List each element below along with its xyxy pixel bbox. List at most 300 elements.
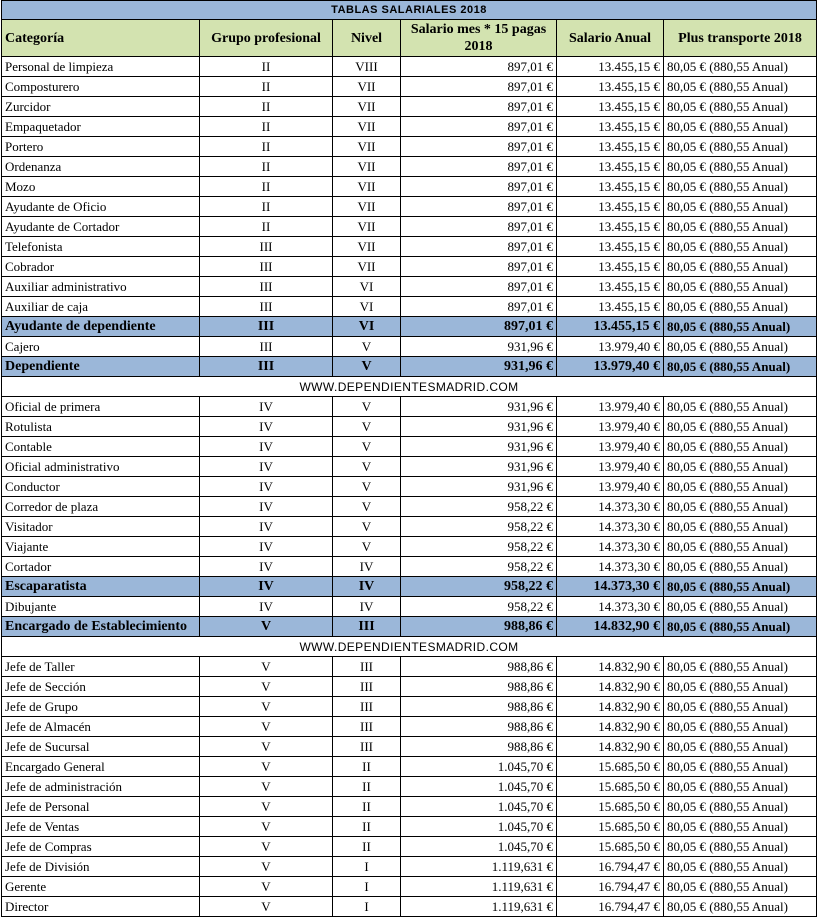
cell-plus-transporte: 80,05 € (880,55 Anual)	[664, 537, 817, 557]
cell-categoria: Composturero	[2, 77, 200, 97]
cell-salario-anual: 13.455,15 €	[557, 297, 664, 317]
cell-salario-anual: 13.455,15 €	[557, 137, 664, 157]
cell-plus-transporte: 80,05 € (880,55 Anual)	[664, 157, 817, 177]
table-row	[2, 257, 817, 277]
table-body	[2, 57, 817, 917]
cell-grupo: IV	[200, 417, 333, 437]
cell-grupo: II	[200, 157, 333, 177]
cell-nivel: II	[333, 817, 401, 837]
cell-plus-transporte: 80,05 € (880,55 Anual)	[664, 277, 817, 297]
header-categoria: Categoría	[2, 20, 200, 57]
cell-categoria: Dependiente	[2, 357, 200, 377]
table-row	[2, 537, 817, 557]
cell-grupo: III	[200, 257, 333, 277]
cell-plus-transporte: 80,05 € (880,55 Anual)	[664, 857, 817, 877]
cell-salario-mes: 958,22 €	[401, 577, 557, 597]
cell-grupo: V	[200, 737, 333, 757]
cell-nivel: VII	[333, 77, 401, 97]
cell-grupo: V	[200, 877, 333, 897]
cell-salario-mes: 988,86 €	[401, 697, 557, 717]
cell-salario-anual: 15.685,50 €	[557, 817, 664, 837]
table-row-highlighted	[2, 617, 817, 637]
header-plus-transporte: Plus transporte 2018	[664, 20, 817, 57]
cell-grupo: V	[200, 657, 333, 677]
cell-nivel: I	[333, 897, 401, 917]
cell-grupo: III	[200, 337, 333, 357]
cell-categoria: Ordenanza	[2, 157, 200, 177]
cell-categoria: Ayudante de Cortador	[2, 217, 200, 237]
title-row	[2, 1, 817, 20]
separator-row	[2, 637, 817, 657]
cell-grupo: V	[200, 837, 333, 857]
table-title: TABLAS SALARIALES 2018	[2, 1, 817, 20]
table-row	[2, 677, 817, 697]
cell-grupo: III	[200, 317, 333, 337]
cell-nivel: III	[333, 737, 401, 757]
cell-salario-mes: 931,96 €	[401, 337, 557, 357]
cell-plus-transporte: 80,05 € (880,55 Anual)	[664, 577, 817, 597]
table-row	[2, 757, 817, 777]
cell-salario-anual: 13.455,15 €	[557, 317, 664, 337]
cell-salario-mes: 988,86 €	[401, 657, 557, 677]
cell-salario-anual: 13.979,40 €	[557, 437, 664, 457]
cell-plus-transporte: 80,05 € (880,55 Anual)	[664, 657, 817, 677]
website-separator: WWW.DEPENDIENTESMADRID.COM	[2, 637, 817, 657]
table-row-highlighted	[2, 357, 817, 377]
cell-salario-anual: 13.455,15 €	[557, 157, 664, 177]
table-row	[2, 237, 817, 257]
table-row	[2, 517, 817, 537]
cell-plus-transporte: 80,05 € (880,55 Anual)	[664, 337, 817, 357]
cell-grupo: IV	[200, 477, 333, 497]
cell-salario-anual: 14.373,30 €	[557, 497, 664, 517]
cell-categoria: Jefe de División	[2, 857, 200, 877]
cell-grupo: III	[200, 237, 333, 257]
table-row	[2, 117, 817, 137]
cell-categoria: Cortador	[2, 557, 200, 577]
cell-grupo: II	[200, 77, 333, 97]
cell-grupo: V	[200, 897, 333, 917]
table-row	[2, 177, 817, 197]
cell-nivel: III	[333, 717, 401, 737]
cell-salario-anual: 13.455,15 €	[557, 197, 664, 217]
cell-salario-anual: 13.455,15 €	[557, 117, 664, 137]
cell-salario-mes: 988,86 €	[401, 677, 557, 697]
cell-salario-anual: 14.832,90 €	[557, 717, 664, 737]
cell-salario-anual: 13.455,15 €	[557, 257, 664, 277]
cell-salario-mes: 897,01 €	[401, 57, 557, 77]
cell-nivel: II	[333, 757, 401, 777]
cell-grupo: V	[200, 757, 333, 777]
cell-grupo: IV	[200, 517, 333, 537]
table-row	[2, 97, 817, 117]
cell-salario-anual: 14.832,90 €	[557, 697, 664, 717]
cell-grupo: V	[200, 817, 333, 837]
table-row	[2, 337, 817, 357]
cell-grupo: II	[200, 57, 333, 77]
table-row	[2, 217, 817, 237]
cell-plus-transporte: 80,05 € (880,55 Anual)	[664, 237, 817, 257]
cell-categoria: Jefe de Ventas	[2, 817, 200, 837]
table-row	[2, 657, 817, 677]
cell-categoria: Auxiliar administrativo	[2, 277, 200, 297]
cell-plus-transporte: 80,05 € (880,55 Anual)	[664, 597, 817, 617]
header-nivel: Nivel	[333, 20, 401, 57]
header-salario-mes: Salario mes * 15 pagas 2018	[401, 20, 557, 57]
cell-salario-anual: 14.373,30 €	[557, 537, 664, 557]
cell-salario-mes: 897,01 €	[401, 197, 557, 217]
cell-nivel: VII	[333, 157, 401, 177]
cell-grupo: IV	[200, 597, 333, 617]
cell-categoria: Escaparatista	[2, 577, 200, 597]
cell-nivel: III	[333, 657, 401, 677]
cell-nivel: VI	[333, 277, 401, 297]
cell-categoria: Rotulista	[2, 417, 200, 437]
cell-grupo: IV	[200, 437, 333, 457]
table-row	[2, 77, 817, 97]
cell-salario-mes: 988,86 €	[401, 617, 557, 637]
cell-salario-mes: 958,22 €	[401, 537, 557, 557]
cell-salario-mes: 931,96 €	[401, 417, 557, 437]
header-salario-anual: Salario Anual	[557, 20, 664, 57]
cell-plus-transporte: 80,05 € (880,55 Anual)	[664, 317, 817, 337]
cell-salario-anual: 13.979,40 €	[557, 357, 664, 377]
cell-salario-anual: 15.685,50 €	[557, 837, 664, 857]
cell-categoria: Jefe de Taller	[2, 657, 200, 677]
cell-salario-mes: 958,22 €	[401, 497, 557, 517]
cell-grupo: V	[200, 677, 333, 697]
cell-salario-anual: 13.455,15 €	[557, 217, 664, 237]
cell-plus-transporte: 80,05 € (880,55 Anual)	[664, 557, 817, 577]
cell-grupo: IV	[200, 497, 333, 517]
cell-plus-transporte: 80,05 € (880,55 Anual)	[664, 697, 817, 717]
cell-categoria: Corredor de plaza	[2, 497, 200, 517]
cell-plus-transporte: 80,05 € (880,55 Anual)	[664, 517, 817, 537]
cell-salario-anual: 13.455,15 €	[557, 57, 664, 77]
cell-nivel: VII	[333, 217, 401, 237]
table-row	[2, 737, 817, 757]
cell-categoria: Encargado de Establecimiento	[2, 617, 200, 637]
cell-plus-transporte: 80,05 € (880,55 Anual)	[664, 257, 817, 277]
cell-nivel: VII	[333, 137, 401, 157]
cell-salario-anual: 13.455,15 €	[557, 237, 664, 257]
cell-plus-transporte: 80,05 € (880,55 Anual)	[664, 437, 817, 457]
cell-nivel: V	[333, 497, 401, 517]
cell-plus-transporte: 80,05 € (880,55 Anual)	[664, 137, 817, 157]
cell-nivel: I	[333, 857, 401, 877]
cell-nivel: IV	[333, 597, 401, 617]
cell-categoria: Jefe de Sucursal	[2, 737, 200, 757]
cell-grupo: II	[200, 177, 333, 197]
cell-categoria: Zurcidor	[2, 97, 200, 117]
cell-salario-mes: 897,01 €	[401, 97, 557, 117]
cell-nivel: V	[333, 477, 401, 497]
table-row	[2, 457, 817, 477]
cell-grupo: IV	[200, 397, 333, 417]
cell-salario-anual: 16.794,47 €	[557, 877, 664, 897]
cell-salario-mes: 958,22 €	[401, 597, 557, 617]
cell-salario-mes: 931,96 €	[401, 477, 557, 497]
cell-nivel: V	[333, 437, 401, 457]
cell-plus-transporte: 80,05 € (880,55 Anual)	[664, 717, 817, 737]
cell-grupo: IV	[200, 577, 333, 597]
cell-plus-transporte: 80,05 € (880,55 Anual)	[664, 197, 817, 217]
cell-grupo: II	[200, 197, 333, 217]
cell-grupo: III	[200, 277, 333, 297]
cell-salario-mes: 1.045,70 €	[401, 797, 557, 817]
cell-grupo: IV	[200, 537, 333, 557]
cell-categoria: Viajante	[2, 537, 200, 557]
website-separator: WWW.DEPENDIENTESMADRID.COM	[2, 377, 817, 397]
cell-salario-mes: 897,01 €	[401, 157, 557, 177]
cell-grupo: II	[200, 137, 333, 157]
table-row	[2, 417, 817, 437]
cell-nivel: III	[333, 677, 401, 697]
cell-salario-anual: 13.455,15 €	[557, 77, 664, 97]
cell-salario-mes: 931,96 €	[401, 437, 557, 457]
table-row	[2, 837, 817, 857]
cell-grupo: V	[200, 857, 333, 877]
table-row	[2, 897, 817, 917]
cell-nivel: V	[333, 517, 401, 537]
cell-salario-anual: 14.832,90 €	[557, 617, 664, 637]
cell-categoria: Ayudante de Oficio	[2, 197, 200, 217]
table-row-highlighted	[2, 317, 817, 337]
cell-salario-anual: 16.794,47 €	[557, 857, 664, 877]
cell-salario-anual: 14.832,90 €	[557, 677, 664, 697]
cell-nivel: VII	[333, 97, 401, 117]
cell-salario-mes: 897,01 €	[401, 137, 557, 157]
table-row	[2, 277, 817, 297]
cell-nivel: VIII	[333, 57, 401, 77]
table-row	[2, 197, 817, 217]
cell-nivel: VII	[333, 257, 401, 277]
cell-salario-mes: 1.119,631 €	[401, 857, 557, 877]
cell-plus-transporte: 80,05 € (880,55 Anual)	[664, 77, 817, 97]
cell-salario-anual: 13.979,40 €	[557, 477, 664, 497]
table-row	[2, 437, 817, 457]
table-row	[2, 57, 817, 77]
table-row	[2, 597, 817, 617]
cell-nivel: V	[333, 357, 401, 377]
table-row	[2, 137, 817, 157]
table-row	[2, 717, 817, 737]
cell-plus-transporte: 80,05 € (880,55 Anual)	[664, 477, 817, 497]
table-row	[2, 297, 817, 317]
cell-salario-anual: 13.455,15 €	[557, 97, 664, 117]
cell-plus-transporte: 80,05 € (880,55 Anual)	[664, 877, 817, 897]
cell-plus-transporte: 80,05 € (880,55 Anual)	[664, 417, 817, 437]
cell-salario-mes: 931,96 €	[401, 357, 557, 377]
cell-plus-transporte: 80,05 € (880,55 Anual)	[664, 837, 817, 857]
cell-categoria: Encargado General	[2, 757, 200, 777]
cell-salario-anual: 13.979,40 €	[557, 337, 664, 357]
cell-grupo: V	[200, 617, 333, 637]
cell-salario-mes: 1.045,70 €	[401, 777, 557, 797]
cell-nivel: III	[333, 697, 401, 717]
cell-categoria: Cobrador	[2, 257, 200, 277]
cell-nivel: V	[333, 457, 401, 477]
salary-table	[1, 0, 817, 917]
cell-grupo: II	[200, 217, 333, 237]
cell-grupo: IV	[200, 457, 333, 477]
cell-salario-anual: 16.794,47 €	[557, 897, 664, 917]
cell-salario-mes: 897,01 €	[401, 277, 557, 297]
cell-salario-anual: 13.455,15 €	[557, 277, 664, 297]
cell-categoria: Empaquetador	[2, 117, 200, 137]
table-row	[2, 777, 817, 797]
cell-categoria: Jefe de Sección	[2, 677, 200, 697]
cell-salario-anual: 13.455,15 €	[557, 177, 664, 197]
cell-salario-mes: 958,22 €	[401, 557, 557, 577]
cell-plus-transporte: 80,05 € (880,55 Anual)	[664, 97, 817, 117]
cell-salario-mes: 897,01 €	[401, 217, 557, 237]
cell-categoria: Jefe de administración	[2, 777, 200, 797]
separator-row	[2, 377, 817, 397]
cell-categoria: Telefonista	[2, 237, 200, 257]
cell-salario-mes: 988,86 €	[401, 717, 557, 737]
cell-salario-mes: 1.119,631 €	[401, 897, 557, 917]
cell-plus-transporte: 80,05 € (880,55 Anual)	[664, 177, 817, 197]
cell-nivel: VII	[333, 177, 401, 197]
cell-salario-mes: 931,96 €	[401, 457, 557, 477]
cell-categoria: Auxiliar de caja	[2, 297, 200, 317]
header-grupo-profesional: Grupo profesional	[200, 20, 333, 57]
cell-nivel: V	[333, 337, 401, 357]
cell-plus-transporte: 80,05 € (880,55 Anual)	[664, 797, 817, 817]
cell-salario-mes: 897,01 €	[401, 237, 557, 257]
cell-salario-anual: 14.373,30 €	[557, 597, 664, 617]
cell-plus-transporte: 80,05 € (880,55 Anual)	[664, 817, 817, 837]
cell-plus-transporte: 80,05 € (880,55 Anual)	[664, 677, 817, 697]
cell-categoria: Portero	[2, 137, 200, 157]
cell-salario-mes: 897,01 €	[401, 257, 557, 277]
cell-grupo: V	[200, 697, 333, 717]
cell-grupo: III	[200, 297, 333, 317]
cell-plus-transporte: 80,05 € (880,55 Anual)	[664, 457, 817, 477]
cell-salario-anual: 15.685,50 €	[557, 797, 664, 817]
cell-categoria: Visitador	[2, 517, 200, 537]
cell-nivel: I	[333, 877, 401, 897]
cell-plus-transporte: 80,05 € (880,55 Anual)	[664, 617, 817, 637]
table-row	[2, 397, 817, 417]
cell-categoria: Mozo	[2, 177, 200, 197]
cell-grupo: IV	[200, 557, 333, 577]
cell-nivel: III	[333, 617, 401, 637]
cell-salario-anual: 15.685,50 €	[557, 757, 664, 777]
cell-plus-transporte: 80,05 € (880,55 Anual)	[664, 357, 817, 377]
table-row	[2, 797, 817, 817]
cell-salario-mes: 988,86 €	[401, 737, 557, 757]
cell-categoria: Conductor	[2, 477, 200, 497]
cell-salario-mes: 897,01 €	[401, 297, 557, 317]
cell-salario-anual: 13.979,40 €	[557, 417, 664, 437]
table-row	[2, 557, 817, 577]
cell-salario-mes: 897,01 €	[401, 177, 557, 197]
cell-categoria: Jefe de Grupo	[2, 697, 200, 717]
cell-plus-transporte: 80,05 € (880,55 Anual)	[664, 737, 817, 757]
table-row	[2, 497, 817, 517]
cell-plus-transporte: 80,05 € (880,55 Anual)	[664, 777, 817, 797]
cell-plus-transporte: 80,05 € (880,55 Anual)	[664, 57, 817, 77]
cell-salario-anual: 14.373,30 €	[557, 577, 664, 597]
cell-plus-transporte: 80,05 € (880,55 Anual)	[664, 897, 817, 917]
cell-salario-anual: 14.373,30 €	[557, 557, 664, 577]
cell-nivel: V	[333, 417, 401, 437]
table-row	[2, 477, 817, 497]
cell-categoria: Jefe de Almacén	[2, 717, 200, 737]
table-row	[2, 157, 817, 177]
cell-nivel: VII	[333, 197, 401, 217]
cell-salario-mes: 897,01 €	[401, 77, 557, 97]
cell-categoria: Gerente	[2, 877, 200, 897]
cell-salario-mes: 1.045,70 €	[401, 817, 557, 837]
table-row	[2, 817, 817, 837]
cell-salario-mes: 897,01 €	[401, 317, 557, 337]
cell-nivel: II	[333, 797, 401, 817]
cell-salario-mes: 1.119,631 €	[401, 877, 557, 897]
cell-grupo: V	[200, 797, 333, 817]
cell-salario-anual: 14.373,30 €	[557, 517, 664, 537]
cell-grupo: II	[200, 117, 333, 137]
cell-salario-mes: 897,01 €	[401, 117, 557, 137]
cell-categoria: Personal de limpieza	[2, 57, 200, 77]
cell-plus-transporte: 80,05 € (880,55 Anual)	[664, 497, 817, 517]
cell-grupo: III	[200, 357, 333, 377]
cell-categoria: Jefe de Personal	[2, 797, 200, 817]
cell-nivel: VI	[333, 297, 401, 317]
cell-grupo: V	[200, 777, 333, 797]
cell-categoria: Director	[2, 897, 200, 917]
cell-salario-anual: 13.979,40 €	[557, 397, 664, 417]
cell-nivel: V	[333, 397, 401, 417]
cell-nivel: VII	[333, 237, 401, 257]
table-row	[2, 877, 817, 897]
cell-salario-anual: 14.832,90 €	[557, 657, 664, 677]
cell-salario-mes: 931,96 €	[401, 397, 557, 417]
cell-salario-anual: 15.685,50 €	[557, 777, 664, 797]
cell-salario-anual: 13.979,40 €	[557, 457, 664, 477]
cell-salario-mes: 958,22 €	[401, 517, 557, 537]
cell-categoria: Contable	[2, 437, 200, 457]
cell-salario-mes: 1.045,70 €	[401, 757, 557, 777]
cell-plus-transporte: 80,05 € (880,55 Anual)	[664, 757, 817, 777]
cell-nivel: V	[333, 537, 401, 557]
cell-nivel: VII	[333, 117, 401, 137]
table-row-highlighted	[2, 577, 817, 597]
cell-grupo: II	[200, 97, 333, 117]
cell-plus-transporte: 80,05 € (880,55 Anual)	[664, 217, 817, 237]
cell-nivel: II	[333, 837, 401, 857]
cell-nivel: VI	[333, 317, 401, 337]
cell-categoria: Ayudante de dependiente	[2, 317, 200, 337]
cell-categoria: Cajero	[2, 337, 200, 357]
cell-categoria: Dibujante	[2, 597, 200, 617]
cell-nivel: IV	[333, 577, 401, 597]
cell-categoria: Oficial de primera	[2, 397, 200, 417]
table-row	[2, 697, 817, 717]
cell-salario-mes: 1.045,70 €	[401, 837, 557, 857]
header-row	[2, 20, 817, 57]
cell-grupo: V	[200, 717, 333, 737]
cell-plus-transporte: 80,05 € (880,55 Anual)	[664, 397, 817, 417]
cell-salario-anual: 14.832,90 €	[557, 737, 664, 757]
cell-plus-transporte: 80,05 € (880,55 Anual)	[664, 117, 817, 137]
cell-nivel: II	[333, 777, 401, 797]
cell-plus-transporte: 80,05 € (880,55 Anual)	[664, 297, 817, 317]
cell-categoria: Jefe de Compras	[2, 837, 200, 857]
cell-nivel: IV	[333, 557, 401, 577]
